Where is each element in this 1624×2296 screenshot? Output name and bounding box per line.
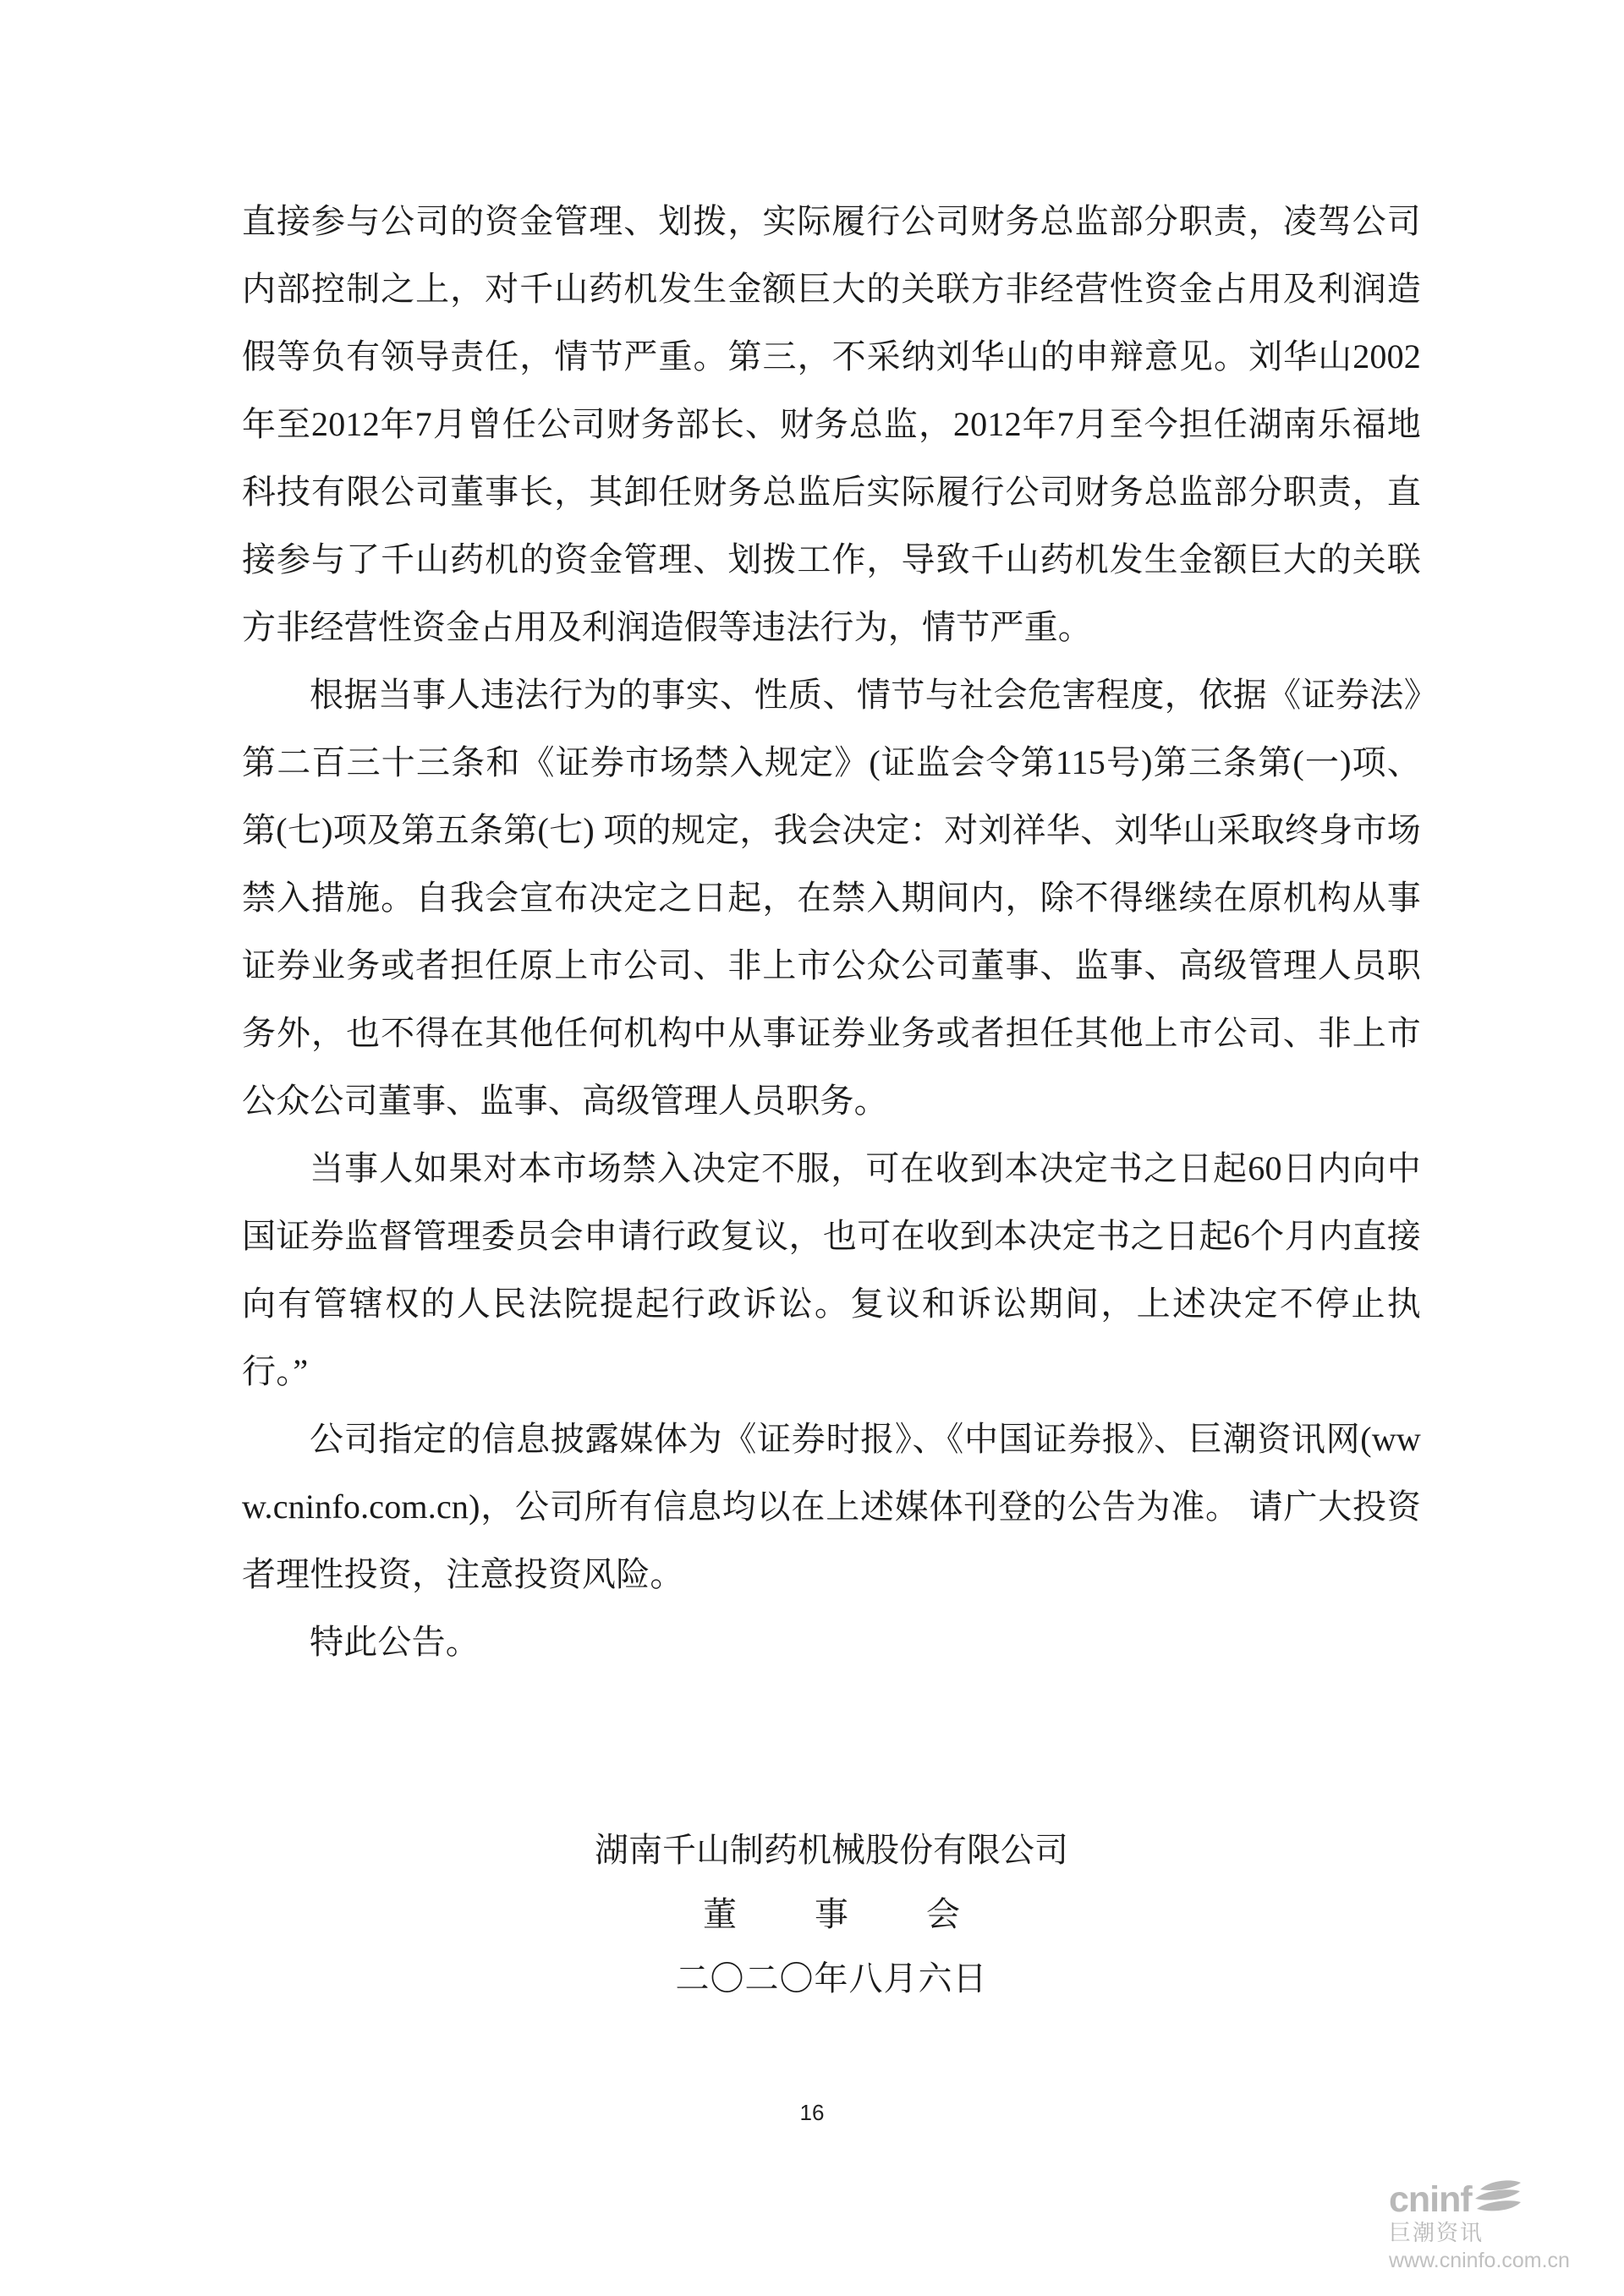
cninfo-wordmark: cninf — [1389, 2179, 1472, 2220]
cninfo-chinese-name: 巨潮资讯 — [1389, 2221, 1484, 2246]
signature-board-of-directors: 董 事 会 — [703, 1895, 982, 1933]
document-body — [242, 188, 1421, 1676]
paragraph-appeal-rights: 当事人如果对本市场禁入决定不服，可在收到本决定书之日起60日内向中国证券监督管理委员会申请行政复议，也可在收到本决定书之日起6个月内直接向有管辖权的人民法院提起行政诉讼。复议和诉讼期间，上述决定不停止执行。” — [242, 1149, 1421, 1390]
signature-date: 二〇二〇年八月六日 — [675, 1959, 988, 1997]
page-number: 16 — [799, 2100, 825, 2125]
cninfo-url: www.cninfo.com.cn — [1389, 2249, 1570, 2272]
paragraph-penalty-continuation: 直接参与公司的资金管理、划拨，实际履行公司财务总监部分职责，凌驾公司内部控制之上，对千山药机发生金额巨大的关联方非经营性资金占用及利润造假等负有领导责任，情节严重。第三，不采纳刘华山的申辩意见。刘华山2002年至2012年7月曾任公司财务部长、财务总监，2012年7月至今担任湖南乐福地科技有限公司董事长，其卸任财务总监后实际履行公司财务总监部分职责，直接参与了千山药机的资金管理、划拨工作，导致千山药机发生金额巨大的关联方非经营性资金占用及利润造假等违法行为，情节严重。 — [242, 202, 1421, 646]
cninfo-watermark — [1389, 2180, 1602, 2273]
paragraph-disclosure-media: 公司指定的信息披露媒体为《证券时报》、《中国证券报》、巨潮资讯网(www.cninfo.com.cn)，公司所有信息均以在上述媒体刊登的公告为准。 请广大投资者理性投资，注意投资风险。 — [242, 1420, 1421, 1593]
paragraph-hereby-announced: 特此公告。 — [310, 1623, 480, 1661]
cninfo-logo-row — [1389, 2180, 1602, 2219]
paragraph-decision-basis: 根据当事人违法行为的事实、性质、情节与社会危害程度，依据《证券法》第二百三十三条和《证券市场禁入规定》(证监会令第115号)第三条第(一)项、第(七)项及第五条第(七) 项的规定，我会决定：对刘祥华、刘华山采取终身市场禁入措施。自我会宣布决定之日起，在禁入期间内，除不得继续在原机构从事证券业务或者担任原上市公司、非上市公众公司董事、监事、高级管理人员职务外，也不得在其他任何机构中从事证券业务或者担任其他上市公司、非上市公众公司董事、监事、高级管理人员职务。 — [242, 676, 1421, 1120]
signature-block — [242, 1818, 1421, 2011]
cninfo-globe-icon — [1473, 2178, 1522, 2218]
signature-company-name: 湖南千山制药机械股份有限公司 — [595, 1831, 1068, 1869]
